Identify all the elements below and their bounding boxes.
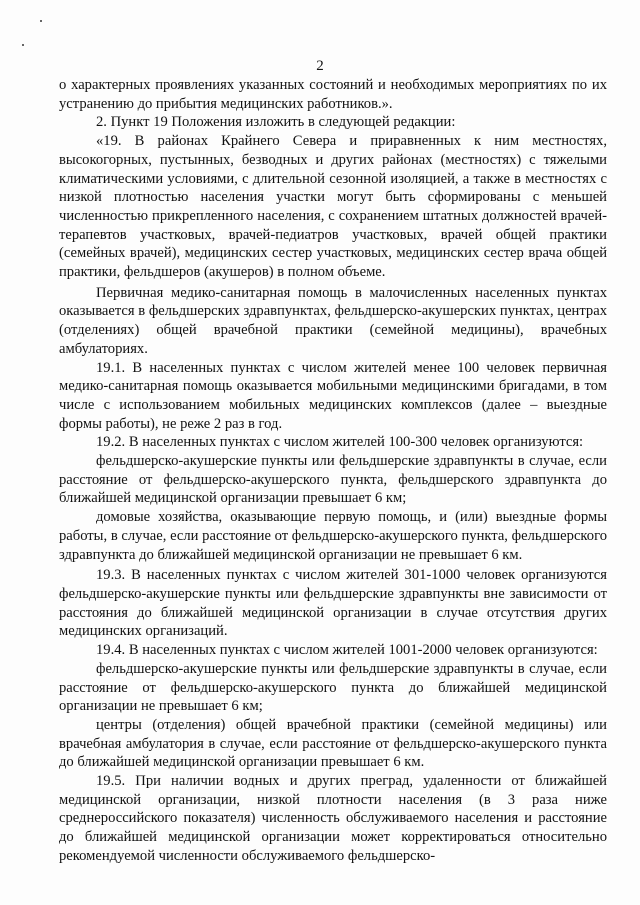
paragraph-item-19-4-a: фельдшерско-акушерские пункты или фельдшерские здравпункты в случае, если расстояние от фельдшерско-акушерского пункта до ближайшей медицинской организации не превышает 6 км; [59,660,607,715]
paragraph-item-19: «19. В районах Крайнего Севера и приравненных к ним местностях, высокогорных, пустынных, безводных и других районах (местностях) с тяжелыми климатическими условиями, с длительной сезонной изоляцией, а также в местностях с низкой плотностью населения участки могут быть сформированы с меньшей численностью прикрепленного населения, с сохранением штатных должностей врачей-терапевтов участковых, врачей-педиатров участковых, врачей общей практики (семейных врачей), медицинских сестер участковых, медицинских сестер врача общей практики, фельдшеров (акушеров) в полном объеме. [59,133,607,281]
paragraph-item-19-5: 19.5. При наличии водных и других преград, удаленности от ближайшей медицинской организации, низкой плотности населения (в 3 раза ниже среднероссийского показателя) численность обслуживаемого населения и расстояние до ближайшей медицинской организации может корректироваться относительно рекомендуемой численности обслуживаемого фельдшерско- [59,773,607,864]
paragraph-amendment-intro: 2. Пункт 19 Положения изложить в следующей редакции: [96,114,456,131]
paragraph-primary-care: Первичная медико-санитарная помощь в малочисленных населенных пунктах оказывается в фельдшерских здравпунктах, фельдшерско-акушерских пунктах, центрах (отделениях) общей врачебной практики (семейной медицины), врачебных амбулаториях. [59,284,607,357]
paragraph-item-19-1: 19.1. В населенных пунктах с числом жителей менее 100 человек первичная медико-санитарная помощь оказывается мобильными медицинскими бригадами, в том числе с использованием мобильных медицинских комплексов (далее – выездные формы работы), не реже 2 раз в год. [59,359,607,432]
paragraph-item-19-2-a: фельдшерско-акушерские пункты или фельдшерские здравпункты в случае, если расстояние от фельдшерско-акушерского пункта, фельдшерского здравпункта до ближайшей медицинской организации превышает 6 км; [59,453,607,507]
paragraph-item-19-3: 19.3. В населенных пунктах с числом жителей 301-1000 человек организуются фельдшерско-акушерские пункты или фельдшерские здравпункты вне зависимости от расстояния до ближайшей медицинской организации в случае отсутствия других медицинских организаций. [59,567,607,640]
scan-speck [40,20,42,22]
paragraph-item-19-4: 19.4. В населенных пунктах с числом жителей 1001-2000 человек организуются: [96,642,598,659]
paragraph-item-19-2-b: домовые хозяйства, оказывающие первую помощь, и (или) выездные формы работы, в случае, если расстояние от фельдшерско-акушерского пункта, фельдшерского здравпункта до ближайшей медицинской организации не превышает 6 км. [59,509,607,563]
paragraph-continuation: о характерных проявлениях указанных состояний и необходимых мероприятиях по их устранению до прибытия медицинских работников.». [59,77,607,112]
paragraph-item-19-4-b: центры (отделения) общей врачебной практики (семейной медицины) или врачебная амбулатория в случае, если расстояние от фельдшерско-акушерского пункта до ближайшей медицинской организации превышает 6 км. [59,716,607,771]
page-number: 2 [316,58,324,74]
paragraph-item-19-2: 19.2. В населенных пунктах с числом жителей 100-300 человек организуются: [96,434,584,451]
scan-speck [22,44,24,46]
document-body [59,76,607,866]
